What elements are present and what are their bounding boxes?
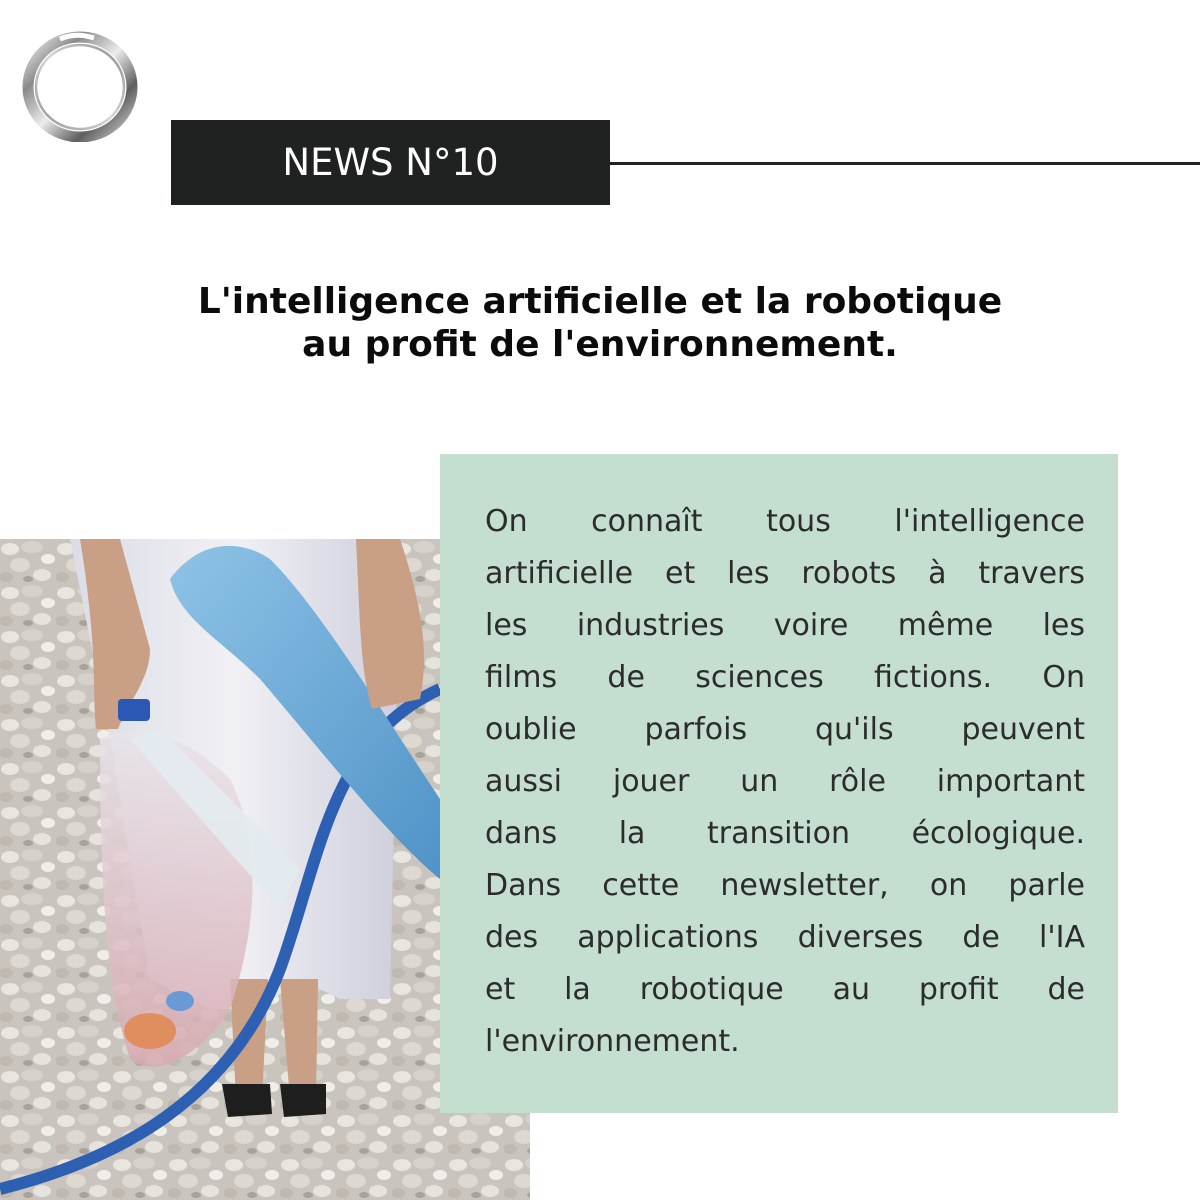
intro-line: et la robotique au profit de — [485, 972, 1085, 1007]
headline — [100, 280, 1100, 366]
intro-paragraph — [485, 496, 1085, 1068]
intro-line: artificielle et les robots à travers — [485, 556, 1085, 591]
intro-line: dans la transition écologique. — [485, 816, 1085, 851]
intro-line: films de sciences fictions. On — [485, 660, 1085, 695]
logo-ring-icon — [20, 30, 140, 142]
intro-line: Dans cette newsletter, on parle — [485, 868, 1085, 903]
header-divider-line — [610, 162, 1200, 165]
intro-line: On connaît tous l'intelligence — [485, 504, 1085, 539]
intro-line: l'environnement. — [485, 1024, 740, 1059]
intro-line: des applications diverses de l'IA — [485, 920, 1085, 955]
news-number-tag: NEWS N°10 — [171, 120, 610, 205]
headline-line: au profit de l'environnement. — [302, 324, 898, 365]
headline-line: L'intelligence artificielle et la robotique — [197, 281, 1003, 322]
intro-line: oublie parfois qu'ils peuvent — [485, 712, 1085, 747]
intro-line: aussi jouer un rôle important — [485, 764, 1085, 799]
intro-line: les industries voire même les — [485, 608, 1085, 643]
